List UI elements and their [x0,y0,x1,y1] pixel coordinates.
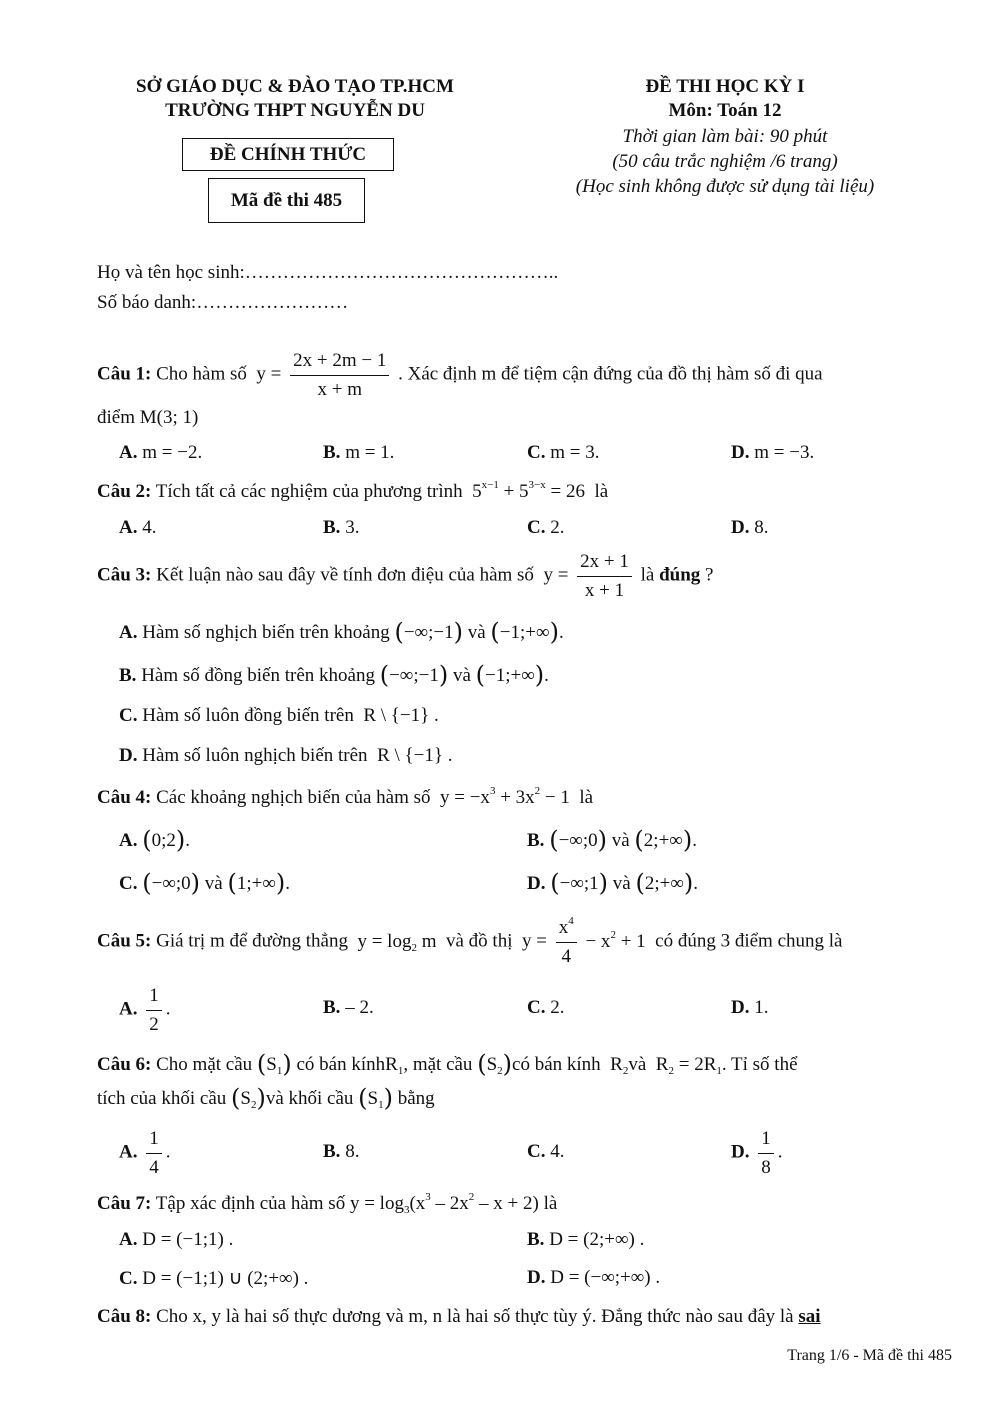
question-5: Câu 5: Giá trị m để đường thẳng $y = \log_2 m$ và đồ thị y = $\frac{x^4}{4}$ − $x^2 + 1$ có đúng 3 điểm chung là [97,915,843,967]
q6-option-d[interactable]: D. $\frac{1}{8}$ . [731,1128,783,1178]
q2-option-c[interactable]: C. 2. [527,517,565,538]
q6-option-c[interactable]: C. 4. [527,1141,565,1162]
q5-option-c[interactable]: C. 2. [527,997,565,1018]
time-limit: Thời gian làm bài: 90 phút [622,126,828,147]
q6-option-a[interactable]: A. $\frac{1}{4}$ . [119,1128,171,1178]
q1-option-c[interactable]: C. m = 3. [527,442,600,463]
question-1: Câu 1: Cho hàm số y = $\frac{2x + 2m - 1}{x + m}$ . Xác định m để tiệm cận đứng của đồ thị hàm số đi qua [97,350,823,400]
q2-option-a[interactable]: A. 4. [119,517,157,538]
question-text: Kết luận nào sau đây về tính đơn điệu của hàm số [156,564,534,586]
q4-option-c[interactable]: C. (−∞;0) và (1;+∞). [119,869,291,897]
question-text: Các khoảng nghịch biến của hàm số [156,787,431,808]
question-8: Câu 8: Cho x, y là hai số thực dương và m, n là hai số thực tùy ý. Đẳng thức nào sau đây là sai [97,1306,821,1327]
q1-option-b[interactable]: B. m = 1. [323,442,395,463]
school-name: TRƯỜNG THPT NGUYỄN DU [165,100,425,121]
student-id-line: Số báo danh:…………………… [97,292,349,313]
q3-option-d[interactable]: D. Hàm số luôn nghịch biến trên R \ {−1} . [119,745,453,766]
question-label: Câu 3: [97,564,152,586]
q1-option-a[interactable]: A. m = −2. [119,442,203,463]
question-label: Câu 5: [97,930,152,952]
exam-title: ĐỀ THI HỌC KỲ I [645,76,805,97]
q3-option-a[interactable]: A. Hàm số nghịch biến trên khoảng (−∞;−1) và (−1;+∞). [119,618,564,646]
q7-option-c[interactable]: C. D = (−1;1) ∪ (2;+∞) . [119,1268,309,1289]
question-text: Cho hàm số [156,363,247,385]
q4-option-d[interactable]: D. (−∞;1) và (2;+∞). [527,869,699,897]
q2-option-d[interactable]: D. 8. [731,517,769,538]
fraction: $\frac{2x + 2m - 1}{x + m}$ [290,350,389,401]
q4-option-a[interactable]: A. (0;2). [119,826,191,854]
dept-name: SỞ GIÁO DỤC & ĐÀO TẠO TP.HCM [136,76,454,97]
question-1-cont: điểm M(3; 1) [97,407,199,428]
question-7: Câu 7: Tập xác định của hàm số $y = \log_3(x^3 - 2x^2 - x + 2)$ là [97,1191,558,1216]
question-6-cont: tích của khối cầu $(S_2)và$ khối cầu $(S_1)$ bằng [97,1084,435,1112]
question-count: (50 câu trắc nghiệm /6 trang) [612,151,838,172]
page-footer: Trang 1/6 - Mã đề thi 485 [787,1347,952,1364]
question-label: Câu 1: [97,363,152,385]
q4-option-b[interactable]: B. (−∞;0) và (2;+∞). [527,826,697,854]
fraction: $\frac{2x + 1}{x + 1}$ [577,551,632,602]
question-4: Câu 4: Các khoảng nghịch biến của hàm số $y = -x^3 + 3x^2 - 1$ là [97,785,594,808]
subject: Môn: Toán 12 [668,100,782,121]
question-label: Câu 8: [97,1306,152,1327]
q3-option-c[interactable]: C. Hàm số luôn đồng biến trên R \ {−1} . [119,705,439,726]
question-6: Câu 6: Cho mặt cầu $(S_1)$ có bán kínhR$_1$, mặt cầu $(S_2)có$ bán kính $R_2và$ $R_2 = 2R_1$. Tỉ số thể [97,1050,798,1078]
official-box: ĐỀ CHÍNH THỨC [182,138,394,171]
exam-code-box: Mã đề thi 485 [208,178,365,223]
exam-note: (Học sinh không được sử dụng tài liệu) [575,176,875,197]
q1-option-d[interactable]: D. m = −3. [731,442,815,463]
q5-option-d[interactable]: D. 1. [731,997,769,1018]
question-label: Câu 7: [97,1193,152,1214]
q5-option-a[interactable]: A. $\frac{1}{2}$ . [119,985,171,1035]
q7-option-b[interactable]: B. D = (2;+∞) . [527,1229,645,1250]
q7-option-d[interactable]: D. D = (−∞;+∞) . [527,1267,661,1288]
question-text: Tích tất cả các nghiệm của phương trình [155,481,463,502]
student-name-line: Họ và tên học sinh:………………………………………….. [97,262,559,283]
question-label: Câu 2: [97,481,152,502]
q3-option-b[interactable]: B. Hàm số đồng biến trên khoảng (−∞;−1) và (−1;+∞). [119,661,549,689]
question-text: Giá trị m để đường thẳng [156,930,348,952]
question-label: Câu 4: [97,787,152,808]
q6-option-b[interactable]: B. 8. [323,1141,360,1162]
question-2: Câu 2: Tích tất cả các nghiệm của phương trình $5^{x-1} + 5^{3-x} = 26$ là [97,479,609,502]
q5-option-b[interactable]: B. – 2. [323,997,374,1018]
fraction: $\frac{x^4}{4}$ [556,917,577,968]
question-text: . Xác định m để tiệm cận đứng của đồ thị hàm số đi qua [398,363,823,385]
question-3: Câu 3: Kết luận nào sau đây về tính đơn điệu của hàm số y = $\frac{2x + 1}{x + 1}$ là đúng ? [97,551,714,601]
question-label: Câu 6: [97,1054,152,1075]
q7-option-a[interactable]: A. D = (−1;1) . [119,1229,234,1250]
q2-option-b[interactable]: B. 3. [323,517,360,538]
